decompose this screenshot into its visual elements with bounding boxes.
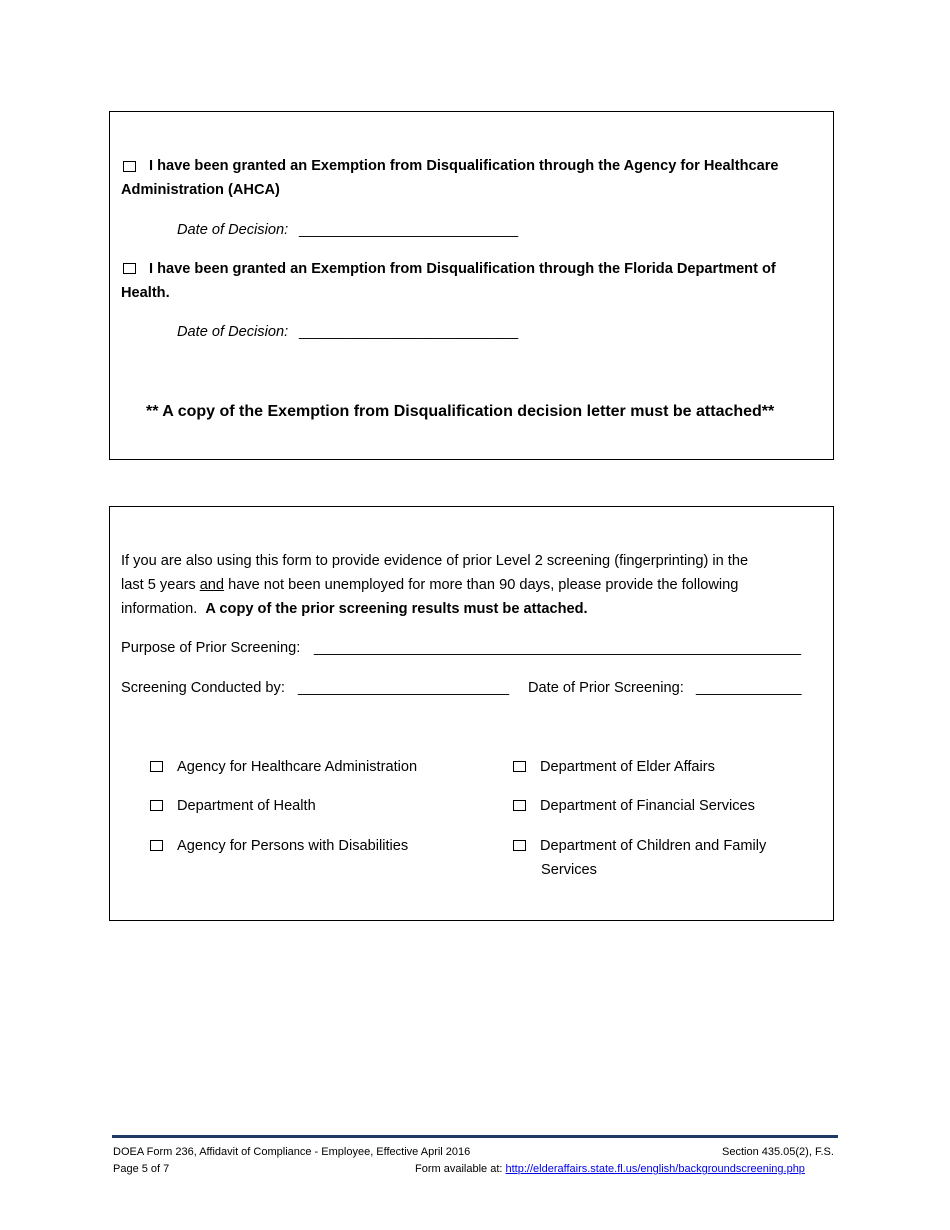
agency-label-financial-services: Department of Financial Services: [540, 798, 755, 814]
intro-line2-underlined: and: [199, 577, 225, 593]
prior-screening-date-field[interactable]: _____________: [696, 680, 802, 696]
footer-form-title: DOEA Form 236, Affidavit of Compliance - Employee, Effective April 2016: [113, 1146, 471, 1158]
agency-label-apd: Agency for Persons with Disabilities: [177, 838, 409, 854]
intro-attachment-note: A copy of the prior screening results must be attached.: [205, 601, 588, 617]
agency-checkbox-doh[interactable]: [150, 800, 163, 811]
attachment-note: ** A copy of the Exemption from Disqualification decision letter must be attached**: [146, 403, 775, 420]
doh-exemption-label-line1: I have been granted an Exemption from Disqualification through the Florida Department of: [149, 261, 776, 277]
ahca-date-field[interactable]: ___________________________: [299, 222, 519, 238]
prior-screening-section: [109, 506, 834, 921]
intro-line2: [121, 577, 738, 593]
agency-label-doh: Department of Health: [177, 798, 316, 814]
agency-label-children-family-line2: Services: [541, 862, 597, 878]
footer-rule: [112, 1135, 838, 1138]
agency-label-elder-affairs: Department of Elder Affairs: [540, 759, 715, 775]
intro-line2-pre: last 5 years: [121, 577, 200, 593]
agency-checkbox-elder-affairs[interactable]: [513, 761, 526, 772]
conducted-by-label: Screening Conducted by:: [121, 680, 285, 696]
exemption-section: [109, 111, 834, 460]
purpose-field[interactable]: ____________________________________________________________: [314, 640, 801, 656]
intro-line3: [121, 601, 588, 617]
footer-statute: Section 435.05(2), F.S.: [722, 1146, 834, 1158]
agency-checkbox-children-family[interactable]: [513, 840, 526, 851]
agency-checkbox-ahca[interactable]: [150, 761, 163, 772]
agency-label-ahca: Agency for Healthcare Administration: [177, 759, 418, 775]
doh-exemption-label-line2: Health.: [121, 285, 170, 301]
doh-date-label: Date of Decision:: [177, 324, 289, 340]
agency-checkbox-apd[interactable]: [150, 840, 163, 851]
intro-line1: If you are also using this form to provide evidence of prior Level 2 screening (fingerprinting) in the: [121, 553, 749, 569]
agency-label-children-family-line1: Department of Children and Family: [540, 838, 767, 854]
ahca-exemption-label-line1: I have been granted an Exemption from Disqualification through the Agency for Healthcare: [149, 158, 779, 174]
prior-screening-date-label: Date of Prior Screening:: [528, 680, 684, 696]
footer-url-link[interactable]: http://elderaffairs.state.fl.us/english/backgroundscreening.php: [505, 1163, 805, 1175]
agency-checkbox-financial-services[interactable]: [513, 800, 526, 811]
purpose-label: Purpose of Prior Screening:: [121, 640, 301, 656]
footer-availability: [415, 1163, 805, 1175]
ahca-exemption-label-line2: Administration (AHCA): [121, 182, 280, 198]
intro-line3-text: information.: [121, 601, 198, 617]
intro-line2-post: have not been unemployed for more than 90 days, please provide the following: [224, 577, 739, 593]
doh-exemption-checkbox[interactable]: [123, 263, 136, 274]
ahca-exemption-checkbox[interactable]: [123, 161, 136, 172]
footer-page-number: Page 5 of 7: [113, 1163, 170, 1175]
ahca-date-label: Date of Decision:: [177, 222, 289, 238]
doh-date-field[interactable]: ___________________________: [299, 324, 519, 340]
conducted-by-field[interactable]: __________________________: [298, 680, 510, 696]
footer-available-label: Form available at:: [415, 1163, 503, 1175]
